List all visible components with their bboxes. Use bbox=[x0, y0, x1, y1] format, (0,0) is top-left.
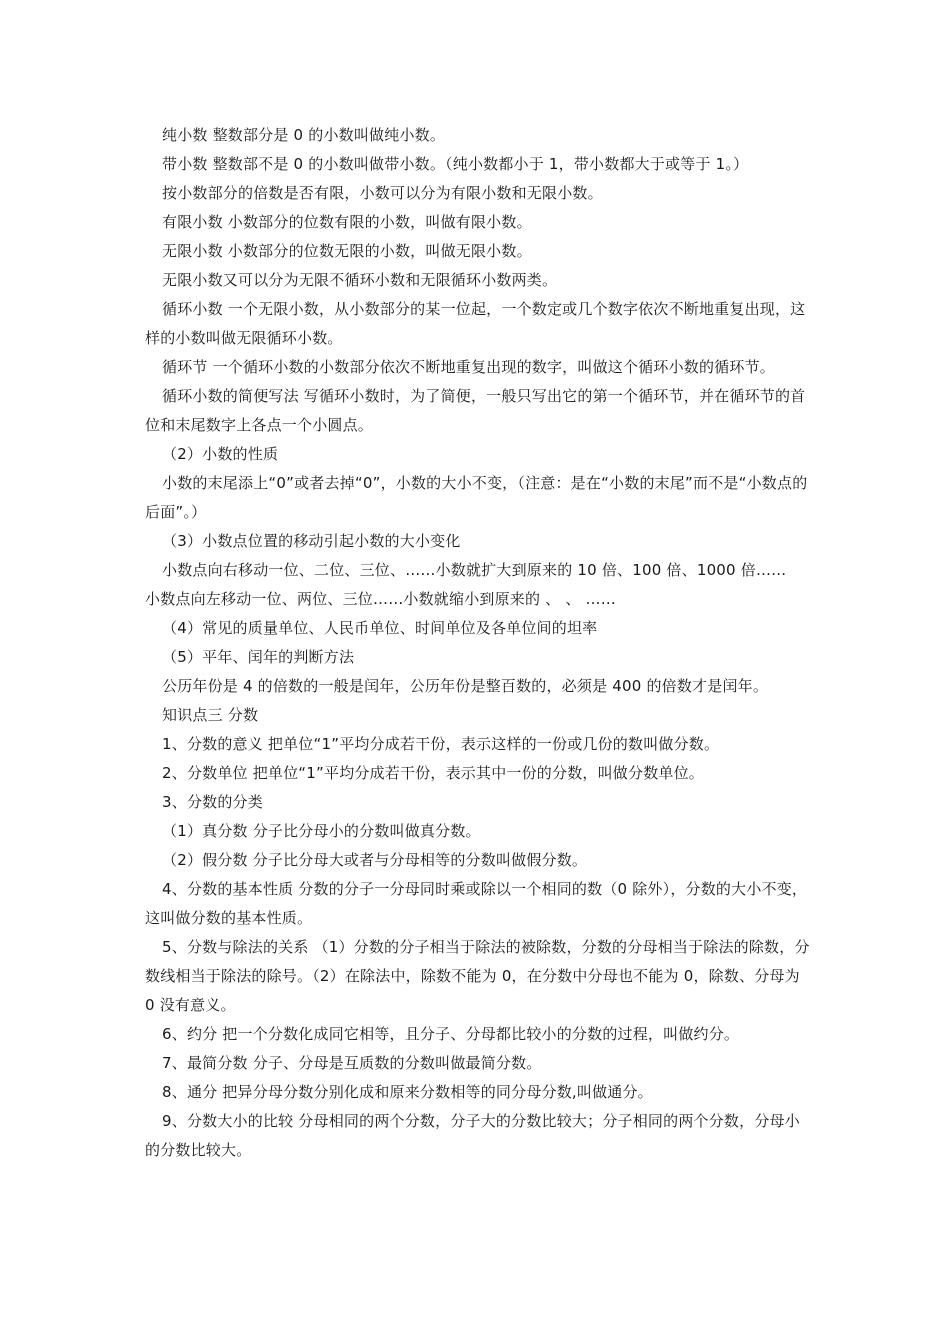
para-repeating-notation: 循环小数的简便写法 写循环小数时，为了简便，一般只写出它的第一个循环节，并在循环节的首位和末尾数字上各点一个小圆点。 bbox=[145, 387, 806, 434]
para-decimal-classification: 按小数部分的倍数是否有限，小数可以分为有限小数和无限小数。 bbox=[162, 184, 603, 202]
para-improper-fraction: （2）假分数 分子比分母大或者与分母相等的分数叫做假分数。 bbox=[162, 851, 588, 869]
para-shift-left: 小数点向左移动一位、两位、三位……小数就缩小到原来的 、 、 …… bbox=[145, 590, 616, 608]
heading-knowledge-point-3: 知识点三 分数 bbox=[162, 706, 259, 724]
para-leap-year-rule: 公历年份是 4 的倍数的一般是闰年，公历年份是整百数的，必须是 400 的倍数才是闰年。 bbox=[162, 677, 769, 695]
heading-decimal-properties: （2）小数的性质 bbox=[162, 445, 279, 463]
para-proper-fraction: （1）真分数 分子比分母小的分数叫做真分数。 bbox=[162, 822, 481, 840]
para-common-denominator: 8、通分 把异分母分数分别化成和原来分数相等的同分母分数,叫做通分。 bbox=[162, 1083, 653, 1101]
para-reduction: 6、约分 把一个分数化成同它相等，且分子、分母都比较小的分数的过程，叫做约分。 bbox=[162, 1025, 740, 1043]
para-shift-right: 小数点向右移动一位、二位、三位、……小数就扩大到原来的 10 倍、100 倍、1000 倍…… bbox=[162, 561, 787, 579]
para-decimal-property: 小数的末尾添上“0”或者去掉“0”，小数的大小不变，（注意：是在“小数的末尾”而不是“小数点的后面”。） bbox=[145, 474, 808, 521]
para-finite-decimal: 有限小数 小数部分的位数有限的小数，叫做有限小数。 bbox=[162, 213, 532, 231]
para-mixed-decimal: 带小数 整数部不是 0 的小数叫做带小数。（纯小数都小于 1，带小数都大于或等于 1。） bbox=[162, 155, 749, 173]
heading-leap-year: （5）平年、闰年的判断方法 bbox=[162, 648, 355, 666]
para-infinite-decimal: 无限小数 小数部分的位数无限的小数，叫做无限小数。 bbox=[162, 242, 532, 260]
para-simplest-fraction: 7、最简分数 分子、分母是互质数的分数叫做最简分数。 bbox=[162, 1054, 542, 1072]
heading-decimal-point-shift: （3）小数点位置的移动引起小数的大小变化 bbox=[162, 532, 461, 550]
para-fraction-division: 5、分数与除法的关系 （1）分数的分子相当于除法的被除数，分数的分母相当于除法的除数，分数线相当于除法的除号。（2）在除法中，除数不能为 0，在分数中分母也不能为 0，除数、分母为 0 没有意义。 bbox=[145, 938, 810, 1014]
document-body bbox=[145, 121, 813, 1165]
heading-fraction-types: 3、分数的分类 bbox=[162, 793, 263, 811]
heading-units: （4）常见的质量单位、人民币单位、时间单位及各单位间的坦率 bbox=[162, 619, 598, 637]
para-repetend: 循环节 一个循环小数的小数部分依次不断地重复出现的数字，叫做这个循环小数的循环节。 bbox=[162, 358, 775, 376]
para-repeating-decimal: 循环小数 一个无限小数，从小数部分的某一位起，一个数定或几个数字依次不断地重复出现，这样的小数叫做无限循环小数。 bbox=[145, 300, 806, 347]
para-fraction-meaning: 1、分数的意义 把单位“1”平均分成若干份，表示这样的一份或几份的数叫做分数。 bbox=[162, 735, 720, 753]
para-infinite-decimal-types: 无限小数又可以分为无限不循环小数和无限循环小数两类。 bbox=[162, 271, 558, 289]
para-pure-decimal: 纯小数 整数部分是 0 的小数叫做纯小数。 bbox=[162, 126, 446, 144]
para-fraction-basic-property: 4、分数的基本性质 分数的分子一分母同时乘或除以一个相同的数（0 除外），分数的大小不变，这叫做分数的基本性质。 bbox=[145, 880, 808, 927]
para-fraction-comparison: 9、分数大小的比较 分母相同的两个分数，分子大的分数比较大；分子相同的两个分数，分母小的分数比较大。 bbox=[145, 1112, 800, 1159]
para-fraction-unit: 2、分数单位 把单位“1”平均分成若干份，表示其中一份的分数，叫做分数单位。 bbox=[162, 764, 705, 782]
